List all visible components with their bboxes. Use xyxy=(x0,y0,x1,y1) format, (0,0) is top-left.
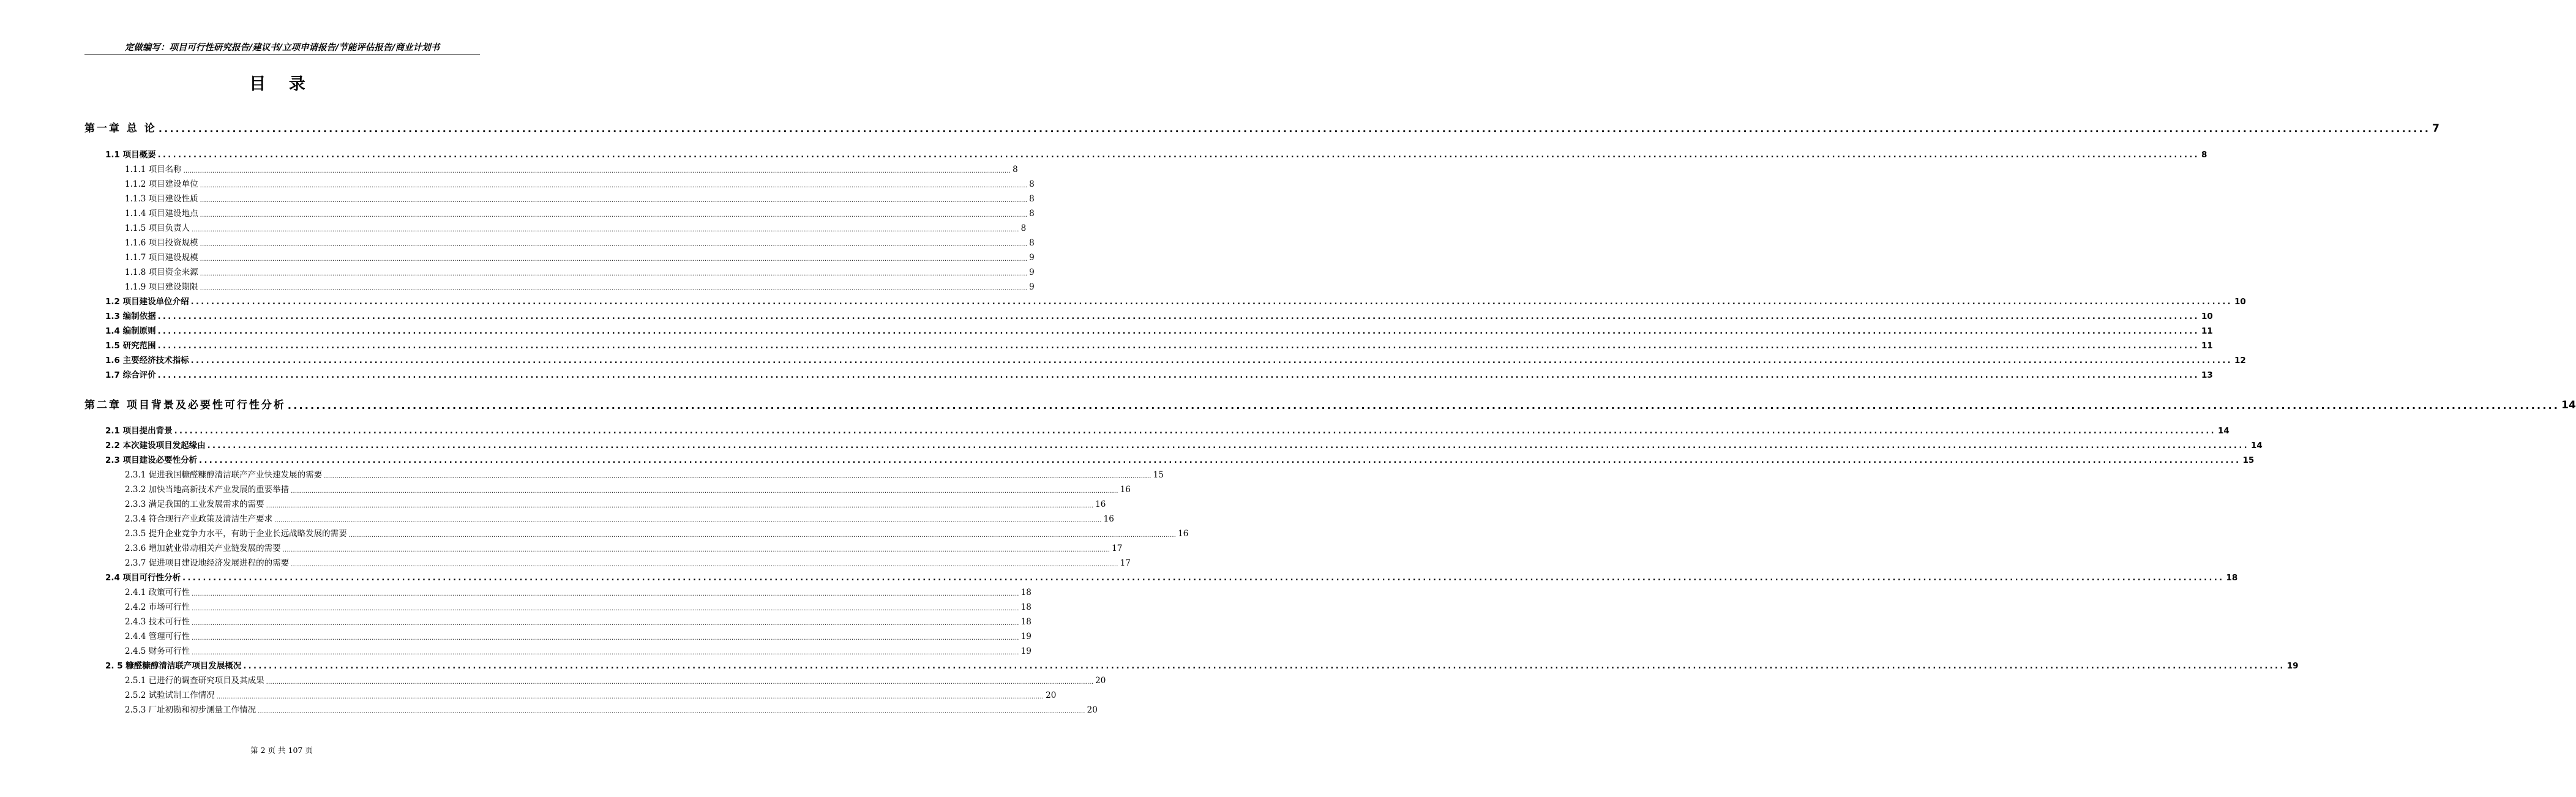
toc-entry-sub[interactable] xyxy=(125,162,1018,174)
toc-entry-page: 9 xyxy=(1029,268,1035,277)
toc-entry-label: 第一章 总 论 xyxy=(84,122,157,135)
toc-entry-sub[interactable] xyxy=(125,556,1131,568)
toc-leader-dots: ................................................................................................................................................................................................................................................................................................................................................................................................................ xyxy=(200,271,1028,277)
toc-entry-label: 2.3.1 促进我国糠醛糠醇清洁联产产业快速发展的需要 xyxy=(125,470,323,480)
toc-entry-page: 16 xyxy=(1120,485,1131,495)
toc-entry-page: 20 xyxy=(1046,690,1057,700)
toc-entry-page: 8 xyxy=(1029,238,1035,248)
toc-entry-label: 1.1.8 项目资金来源 xyxy=(125,268,198,277)
toc-leader-dots: ................................................................................................................................................................................................................................................................................................................................................................................................................ xyxy=(266,679,1094,686)
toc-entry-page: 15 xyxy=(1153,470,1164,480)
toc-entry-page: 8 xyxy=(1029,179,1035,189)
toc-entry-section[interactable] xyxy=(105,339,2213,351)
toc-leader-dots: ................................................................................................................................................................................................................................................................................................................................................................................................................ xyxy=(174,427,2217,436)
toc-entry-sub[interactable] xyxy=(125,629,1032,642)
toc-entry-label: 1.7 综合评价 xyxy=(105,370,156,380)
toc-entry-chapter[interactable] xyxy=(84,397,2576,411)
toc-entry-label: 1.3 编制依据 xyxy=(105,312,156,321)
toc-entry-sub[interactable] xyxy=(125,585,1032,597)
toc-entry-label: 2.4 项目可行性分析 xyxy=(105,573,181,583)
toc-entry-page: 8 xyxy=(1013,165,1018,174)
toc-entry-page: 8 xyxy=(1029,209,1035,219)
toc-entry-page: 9 xyxy=(1029,253,1035,263)
toc-entry-page: 19 xyxy=(1020,632,1032,642)
toc-entry-label: 2.5.3 厂址初勘和初步测量工作情况 xyxy=(125,705,256,715)
toc-entry-page: 18 xyxy=(1020,617,1032,627)
toc-entry-page: 10 xyxy=(2201,312,2213,321)
toc-entry-label: 2.4.2 市场可行性 xyxy=(125,602,190,612)
toc-entry-page: 11 xyxy=(2201,326,2213,336)
toc-entry-label: 2.2 本次建设项目发起缘由 xyxy=(105,441,206,451)
toc-leader-dots: ................................................................................................................................................................................................................................................................................................................................................................................................................ xyxy=(192,635,1019,642)
toc-entry-page: 19 xyxy=(2286,661,2299,671)
toc-entry-label: 2.3.3 满足我国的工业发展需求的需要 xyxy=(125,500,264,509)
toc-entry-page: 8 xyxy=(1029,194,1035,204)
toc-entry-sub[interactable] xyxy=(125,221,1027,233)
toc-entry-page: 20 xyxy=(1095,676,1106,686)
toc-entry-label: 2.3.2 加快当地高新技术产业发展的重要举措 xyxy=(125,485,290,495)
toc-entry-label: 2.3 项目建设必要性分析 xyxy=(105,455,198,465)
toc-entry-page: 17 xyxy=(1120,558,1131,568)
toc-entry-label: 1.1.5 项目负责人 xyxy=(125,223,190,233)
toc-entry-page: 17 xyxy=(1112,544,1123,553)
toc-entry-section[interactable] xyxy=(105,294,2246,307)
toc-entry-sub[interactable] xyxy=(125,250,1035,263)
toc-entry-page: 14 xyxy=(2251,441,2263,451)
toc-entry-sub[interactable] xyxy=(125,526,1189,539)
toc-leader-dots: ................................................................................................................................................................................................................................................................................................................................................................................................................ xyxy=(157,151,2200,160)
toc-entry-section[interactable] xyxy=(105,353,2246,365)
toc-entry-label: 1.1.2 项目建设单位 xyxy=(125,179,198,189)
toc-entry-page: 18 xyxy=(1020,588,1032,597)
toc-entry-page: 12 xyxy=(2234,356,2246,365)
toc-entry-sub[interactable] xyxy=(125,497,1106,509)
toc-entry-sub[interactable] xyxy=(125,541,1123,553)
toc-entry-page: 20 xyxy=(1087,705,1098,715)
toc-leader-dots: ................................................................................................................................................................................................................................................................................................................................................................................................................ xyxy=(266,503,1094,509)
toc-entry-section[interactable] xyxy=(105,571,2238,583)
toc-leader-dots: ................................................................................................................................................................................................................................................................................................................................................................................................................ xyxy=(183,168,1011,174)
toc-entry-label: 2.3.7 促进项目建设地经济发展进程的的需要 xyxy=(125,558,290,568)
toc-entry-section[interactable] xyxy=(105,424,2230,436)
toc-leader-dots: ................................................................................................................................................................................................................................................................................................................................................................................................................ xyxy=(190,356,2233,365)
toc-leader-dots: ................................................................................................................................................................................................................................................................................................................................................................................................................ xyxy=(190,297,2233,307)
toc-leader-dots: ................................................................................................................................................................................................................................................................................................................................................................................................................ xyxy=(291,488,1118,495)
toc-leader-dots: ................................................................................................................................................................................................................................................................................................................................................................................................................ xyxy=(216,694,1044,700)
toc-entry-label: 第二章 项目背景及必要性可行性分析 xyxy=(84,399,286,411)
toc-entry-label: 2.3.5 提升企业竞争力水平，有助于企业长远战略发展的需要 xyxy=(125,529,347,539)
toc-entry-sub[interactable] xyxy=(125,600,1032,612)
toc-leader-dots: ................................................................................................................................................................................................................................................................................................................................................................................................................ xyxy=(192,591,1019,597)
toc-entry-sub[interactable] xyxy=(125,512,1114,524)
toc-leader-dots: ................................................................................................................................................................................................................................................................................................................................................................................................................ xyxy=(192,226,1019,233)
toc-entry-section[interactable] xyxy=(105,453,2255,465)
toc-leader-dots: ................................................................................................................................................................................................................................................................................................................................................................................................................ xyxy=(287,400,2560,411)
toc-entry-page: 18 xyxy=(1020,602,1032,612)
toc-entry-label: 2.3.4 符合现行产业政策及清洁生产要求 xyxy=(125,514,273,524)
toc-entry-page: 10 xyxy=(2234,297,2246,307)
toc-entry-label: 2.1 项目提出背景 xyxy=(105,426,173,436)
toc-entry-sub[interactable] xyxy=(125,644,1032,656)
toc-entry-section[interactable] xyxy=(105,438,2263,451)
toc-entry-label: 1.1.1 项目名称 xyxy=(125,165,182,174)
toc-entry-section[interactable] xyxy=(105,309,2213,321)
toc-entry-label: 1.1 项目概要 xyxy=(105,150,156,160)
toc-entry-label: 1.1.6 项目投资规模 xyxy=(125,238,198,248)
toc-entry-label: 1.6 主要经济技术指标 xyxy=(105,356,189,365)
toc-entry-page: 19 xyxy=(1020,646,1032,656)
toc-leader-dots: ................................................................................................................................................................................................................................................................................................................................................................................................................ xyxy=(207,441,2250,451)
toc-entry-label: 2.4.1 政策可行性 xyxy=(125,588,190,597)
toc-entry-label: 2.4.5 财务可行性 xyxy=(125,646,190,656)
toc-leader-dots: ................................................................................................................................................................................................................................................................................................................................................................................................................ xyxy=(282,547,1110,553)
toc-leader-dots: ................................................................................................................................................................................................................................................................................................................................................................................................................ xyxy=(192,620,1019,627)
toc-entry-section[interactable] xyxy=(105,368,2213,380)
toc-entry-page: 16 xyxy=(1178,529,1189,539)
toc-leader-dots: ................................................................................................................................................................................................................................................................................................................................................................................................................ xyxy=(192,649,1019,656)
toc-entry-sub[interactable] xyxy=(125,673,1106,686)
toc-leader-dots: ................................................................................................................................................................................................................................................................................................................................................................................................................ xyxy=(291,561,1118,568)
toc-entry-page: 8 xyxy=(1020,223,1027,233)
toc-entry-sub[interactable] xyxy=(125,192,1035,204)
toc-leader-dots: ................................................................................................................................................................................................................................................................................................................................................................................................................ xyxy=(157,327,2200,336)
toc-leader-dots: ................................................................................................................................................................................................................................................................................................................................................................................................................ xyxy=(258,708,1085,715)
toc-leader-dots: ................................................................................................................................................................................................................................................................................................................................................................................................................ xyxy=(157,371,2200,380)
toc-entry-sub[interactable] xyxy=(125,236,1035,248)
toc-entry-sub[interactable] xyxy=(125,280,1035,292)
toc-leader-dots: ................................................................................................................................................................................................................................................................................................................................................................................................................ xyxy=(158,123,2431,135)
toc-leader-dots: ................................................................................................................................................................................................................................................................................................................................................................................................................ xyxy=(200,212,1028,219)
toc-entry-sub[interactable] xyxy=(125,468,1164,480)
toc-leader-dots: ................................................................................................................................................................................................................................................................................................................................................................................................................ xyxy=(157,342,2200,351)
toc-entry-page: 11 xyxy=(2201,341,2213,351)
toc-leader-dots: ................................................................................................................................................................................................................................................................................................................................................................................................................ xyxy=(200,197,1028,204)
toc-leader-dots: ................................................................................................................................................................................................................................................................................................................................................................................................................ xyxy=(274,517,1102,524)
toc-entry-section[interactable] xyxy=(105,324,2213,336)
toc-leader-dots: ................................................................................................................................................................................................................................................................................................................................................................................................................ xyxy=(192,605,1019,612)
toc-leader-dots: ................................................................................................................................................................................................................................................................................................................................................................................................................ xyxy=(182,574,2225,583)
toc-entry-label: 1.1.7 项目建设规模 xyxy=(125,253,198,263)
toc-entry-label: 2.4.3 技术可行性 xyxy=(125,617,190,627)
toc-entry-page: 7 xyxy=(2432,122,2439,135)
toc-entry-page: 14 xyxy=(2561,399,2576,411)
toc-entry-label: 1.1.3 项目建设性质 xyxy=(125,194,198,204)
toc-entry-label: 1.2 项目建设单位介绍 xyxy=(105,297,189,307)
toc-entry-page: 16 xyxy=(1103,514,1114,524)
toc-entry-page: 13 xyxy=(2201,370,2213,380)
toc-entry-label: 1.1.4 项目建设地点 xyxy=(125,209,198,219)
toc-entry-label: 1.4 编制原则 xyxy=(105,326,156,336)
toc-entry-label: 2.5.2 试验试制工作情况 xyxy=(125,690,215,700)
toc-entry-page: 9 xyxy=(1029,282,1035,292)
toc-entry-label: 2.3.6 增加就业带动相关产业链发展的需要 xyxy=(125,544,281,553)
toc-entry-page: 14 xyxy=(2218,426,2230,436)
page-footer: 第 2 页 共 107 页 xyxy=(250,746,313,755)
toc-entry-sub[interactable] xyxy=(125,265,1035,277)
toc-entry-sub[interactable] xyxy=(125,615,1032,627)
page-title: 目 录 xyxy=(249,75,314,94)
toc-entry-sub[interactable] xyxy=(125,206,1035,219)
toc-leader-dots: ................................................................................................................................................................................................................................................................................................................................................................................................................ xyxy=(157,312,2200,321)
toc-entry-page: 18 xyxy=(2226,573,2238,583)
toc-leader-dots: ................................................................................................................................................................................................................................................................................................................................................................................................................ xyxy=(200,241,1028,248)
toc-leader-dots: ................................................................................................................................................................................................................................................................................................................................................................................................................ xyxy=(200,182,1028,189)
toc-entry-page: 16 xyxy=(1095,500,1106,509)
toc-entry-section[interactable] xyxy=(105,659,2299,671)
toc-entry-label: 1.1.9 项目建设期限 xyxy=(125,282,198,292)
toc-entry-page: 8 xyxy=(2201,150,2207,160)
toc-entry-label: 2.5.1 已进行的调查研究项目及其成果 xyxy=(125,676,264,686)
toc-entry-label: 2.4.4 管理可行性 xyxy=(125,632,190,642)
toc-entry-label: 1.5 研究范围 xyxy=(105,341,156,351)
toc-entry-sub[interactable] xyxy=(125,482,1131,495)
toc-entry-sub[interactable] xyxy=(125,177,1035,189)
toc-entry-sub[interactable] xyxy=(125,703,1098,715)
toc-leader-dots: ................................................................................................................................................................................................................................................................................................................................................................................................................ xyxy=(348,532,1177,539)
toc-entry-chapter[interactable] xyxy=(84,120,2439,135)
toc-entry-sub[interactable] xyxy=(125,688,1057,700)
toc-entry-page: 15 xyxy=(2242,455,2255,465)
toc-entry-label: 2. 5 糠醛糠醇清洁联产项目发展概况 xyxy=(105,661,242,671)
toc-leader-dots: ................................................................................................................................................................................................................................................................................................................................................................................................................ xyxy=(199,456,2241,465)
toc-leader-dots: ................................................................................................................................................................................................................................................................................................................................................................................................................ xyxy=(324,473,1151,480)
page-header: 定做编写：项目可行性研究报告/建议书/立项申请报告/节能评估报告/商业计划书 xyxy=(124,43,440,53)
toc-entry-section[interactable] xyxy=(105,148,2207,160)
toc-leader-dots: ................................................................................................................................................................................................................................................................................................................................................................................................................ xyxy=(200,285,1028,292)
toc-leader-dots: ................................................................................................................................................................................................................................................................................................................................................................................................................ xyxy=(200,256,1028,263)
toc-leader-dots: ................................................................................................................................................................................................................................................................................................................................................................................................................ xyxy=(243,662,2285,671)
